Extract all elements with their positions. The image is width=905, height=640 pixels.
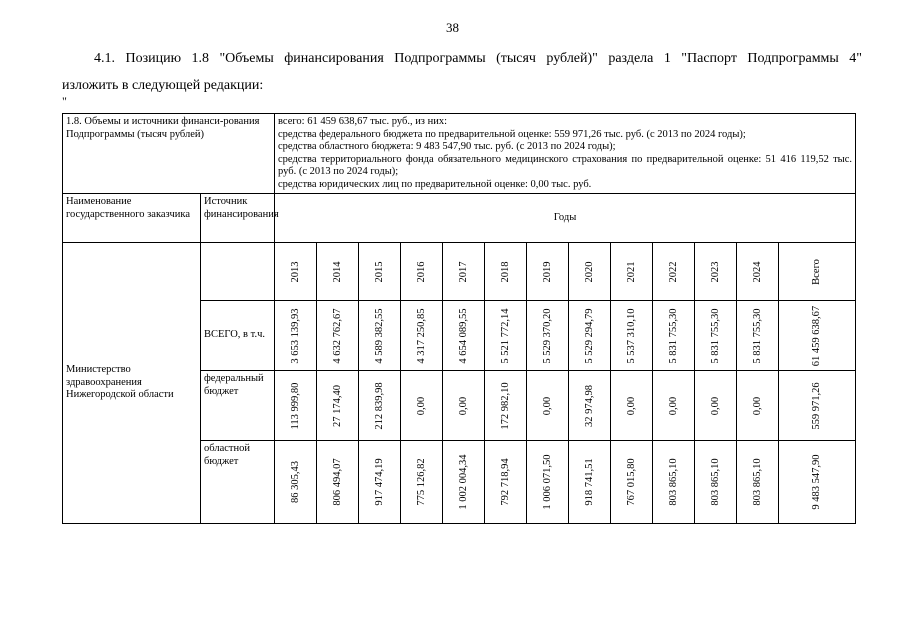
customer-header: Наименование государственного заказчика — [63, 194, 201, 243]
year-header-text: 2018 — [499, 261, 511, 282]
value-cell-text: 806 494,07 — [331, 458, 343, 506]
value-cell-text: 32 974,98 — [583, 384, 595, 427]
value-cell — [779, 371, 856, 441]
year-header-text: 2020 — [583, 261, 595, 282]
year-header — [737, 243, 779, 301]
source-label: областной бюджет — [201, 441, 275, 524]
value-cell-text: 212 839,98 — [373, 381, 385, 430]
value-cell — [275, 371, 317, 441]
value-cell-text: 0,00 — [457, 396, 469, 415]
value-cell — [737, 441, 779, 524]
value-cell-text: 803 865,10 — [709, 458, 721, 506]
years-row — [63, 243, 856, 301]
value-cell-text: 792 718,94 — [499, 458, 511, 506]
value-cell — [653, 301, 695, 371]
value-cell-text: 4 654 089,55 — [457, 307, 469, 364]
value-cell-text: 0,00 — [751, 396, 763, 415]
value-cell-text: 172 982,10 — [499, 381, 511, 430]
year-header-text: 2019 — [541, 261, 553, 282]
value-cell — [695, 371, 737, 441]
source-blank — [201, 243, 275, 301]
value-cell — [737, 301, 779, 371]
intro-line-1: 4.1. Позицию 1.8 "Объемы финансирования Подпрограммы (тысяч рублей)" раздела 1 "Паспорт Подпрограммы 4" — [94, 51, 862, 66]
value-cell-text: 5 831 755,30 — [751, 307, 763, 364]
value-cell — [527, 441, 569, 524]
value-cell-text: 9 483 547,90 — [810, 454, 822, 510]
value-cell — [359, 371, 401, 441]
value-cell — [443, 371, 485, 441]
passport-line: всего: 61 459 638,67 тыс. руб., из них: — [278, 116, 447, 127]
opening-quote: " — [62, 94, 67, 108]
value-cell-text: 3 653 139,93 — [289, 307, 301, 364]
value-cell-text: 918 741,51 — [583, 458, 595, 506]
value-cell-text: 1 006 071,50 — [541, 454, 553, 510]
value-cell — [317, 441, 359, 524]
value-cell-text: 61 459 638,67 — [810, 305, 822, 366]
value-cell-text: 4 589 382,55 — [373, 307, 385, 364]
value-cell — [695, 441, 737, 524]
value-cell-text: 767 015,80 — [625, 458, 637, 506]
year-header-text: 2023 — [709, 261, 721, 282]
year-header — [611, 243, 653, 301]
year-header-text: 2021 — [625, 261, 637, 282]
year-header — [401, 243, 443, 301]
year-header — [653, 243, 695, 301]
value-cell — [275, 301, 317, 371]
value-cell — [779, 301, 856, 371]
value-cell-text: 27 174,40 — [331, 384, 343, 427]
value-cell — [359, 301, 401, 371]
value-cell-text: 113 999,80 — [289, 382, 301, 429]
intro-paragraph — [62, 45, 862, 99]
passport-line: средства областного бюджета: 9 483 547,90 тыс. руб. (с 2013 по 2024 годы); — [278, 141, 616, 152]
value-cell-text: 5 521 772,14 — [499, 307, 511, 364]
value-cell-text: 803 865,10 — [667, 458, 679, 506]
year-header-text: 2014 — [331, 261, 343, 282]
value-cell — [317, 301, 359, 371]
value-cell — [275, 441, 317, 524]
year-header — [359, 243, 401, 301]
year-header — [485, 243, 527, 301]
value-cell-text: 5 529 370,20 — [541, 307, 553, 364]
value-cell — [485, 301, 527, 371]
value-cell — [611, 371, 653, 441]
year-header — [569, 243, 611, 301]
year-header — [695, 243, 737, 301]
year-header — [275, 243, 317, 301]
year-header-text: 2022 — [667, 261, 679, 282]
year-header — [443, 243, 485, 301]
passport-text — [275, 114, 856, 194]
year-header-text: 2015 — [373, 261, 385, 282]
value-cell-text: 1 002 004,34 — [457, 454, 469, 510]
year-header-text: Всего — [810, 258, 822, 285]
value-cell — [359, 441, 401, 524]
value-cell — [485, 441, 527, 524]
value-cell-text: 559 971,26 — [810, 381, 822, 430]
passport-line: средства юридических лиц по предварительной оценке: 0,00 тыс. руб. — [278, 178, 592, 190]
value-cell-text: 917 474,19 — [373, 458, 385, 506]
year-header-text: 2024 — [751, 261, 763, 282]
value-cell — [653, 441, 695, 524]
value-cell — [485, 371, 527, 441]
value-cell-text: 0,00 — [415, 396, 427, 415]
value-cell — [527, 371, 569, 441]
value-cell — [317, 371, 359, 441]
value-cell — [653, 371, 695, 441]
value-cell — [611, 441, 653, 524]
value-cell-text: 4 317 250,85 — [415, 307, 427, 364]
value-cell — [611, 301, 653, 371]
source-header: Источник финансирования — [201, 194, 275, 243]
year-header-text: 2016 — [415, 261, 427, 282]
value-cell-text: 5 831 755,30 — [709, 307, 721, 364]
value-cell — [401, 301, 443, 371]
value-cell — [569, 371, 611, 441]
source-label: федеральный бюджет — [201, 371, 275, 441]
year-header-text: 2013 — [289, 261, 301, 282]
passport-line: средства федерального бюджета по предварительной оценке: 559 971,26 тыс. руб. (с 2013 по 2024 годы); — [278, 128, 746, 140]
value-cell — [569, 301, 611, 371]
value-cell-text: 775 126,82 — [415, 458, 427, 506]
value-cell — [401, 441, 443, 524]
passport-row — [63, 114, 856, 194]
passport-label: 1.8. Объемы и источники финанси-рования Подпрограммы (тысяч рублей) — [63, 114, 275, 194]
source-label: ВСЕГО, в т.ч. — [201, 301, 275, 371]
table-header-row — [63, 194, 856, 243]
value-cell — [569, 441, 611, 524]
value-cell — [695, 301, 737, 371]
intro-line-2: изложить в следующей редакции: — [62, 78, 264, 93]
value-cell — [779, 441, 856, 524]
value-cell — [443, 441, 485, 524]
value-cell-text: 0,00 — [709, 396, 721, 415]
value-cell-text: 4 632 762,67 — [331, 307, 343, 364]
financing-table — [62, 113, 856, 524]
value-cell-text: 86 305,43 — [289, 461, 301, 503]
value-cell — [527, 301, 569, 371]
page-number: 38 — [446, 20, 459, 35]
value-cell-text: 803 865,10 — [751, 458, 763, 506]
passport-line: средства территориального фонда обязательного медицинского страхования по предварительной оценке: 51 416 119,52 тыс. руб. (с 2013 по 2024 годы); — [278, 153, 853, 177]
value-cell — [443, 301, 485, 371]
year-header — [779, 243, 856, 301]
year-header — [317, 243, 359, 301]
value-cell-text: 0,00 — [667, 396, 679, 415]
value-cell-text: 0,00 — [541, 396, 553, 415]
value-cell-text: 5 529 294,79 — [583, 307, 595, 364]
value-cell — [737, 371, 779, 441]
years-caption: Годы — [275, 194, 856, 243]
value-cell-text: 0,00 — [625, 396, 637, 415]
value-cell-text: 5 537 310,10 — [625, 307, 637, 364]
year-header-text: 2017 — [457, 261, 469, 282]
value-cell-text: 5 831 755,30 — [667, 307, 679, 364]
year-header — [527, 243, 569, 301]
value-cell — [401, 371, 443, 441]
customer-name: Министерство здравоохранения Нижегородской области — [63, 243, 201, 524]
